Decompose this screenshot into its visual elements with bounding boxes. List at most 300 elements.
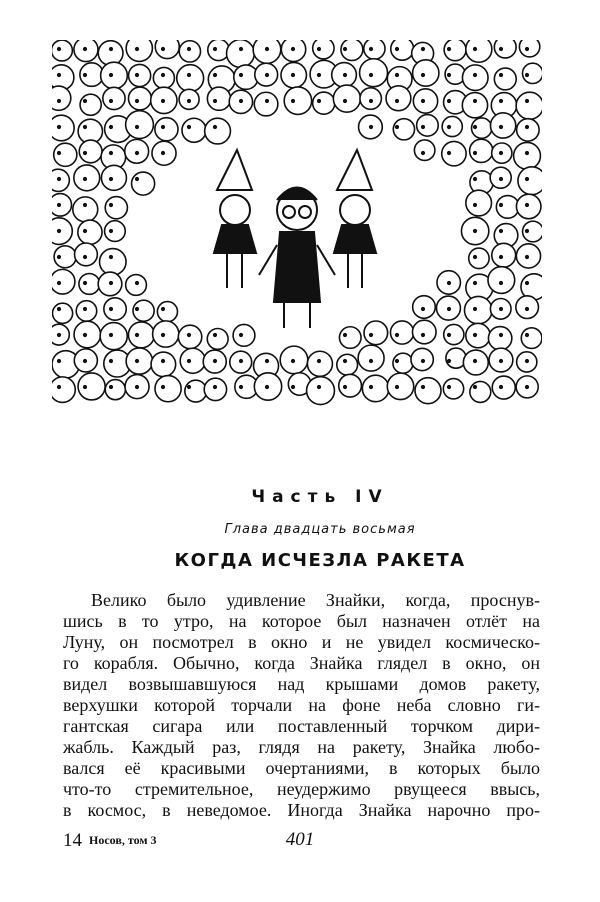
crowd-head <box>128 322 154 348</box>
body-line: видел возвышавшуюся над крышами домов ракету, <box>63 674 540 694</box>
chapter-title: КОГДА ИСЧЕЗЛА РАКЕТА <box>174 550 466 571</box>
crowd-head <box>462 65 488 91</box>
crowd-head <box>75 243 98 266</box>
crowd-head <box>52 86 71 110</box>
crowd-eye <box>110 360 113 363</box>
crowd-eye <box>58 282 61 285</box>
crowd-eye <box>188 126 191 129</box>
crowd-eye <box>110 256 113 259</box>
crowd-eye <box>240 386 243 389</box>
crowd-head <box>103 87 125 109</box>
crowd-eye <box>110 386 113 389</box>
crowd-eye <box>526 360 529 363</box>
crowd-eye <box>58 230 61 233</box>
crowd-head <box>466 190 492 216</box>
crowd-head <box>339 374 362 397</box>
crowd-eye <box>162 126 165 129</box>
crowd-head <box>100 249 127 276</box>
crowd-eye <box>526 48 529 51</box>
crowd-eye <box>526 386 529 389</box>
crowd-head <box>492 376 515 399</box>
crowd-eye <box>500 100 503 103</box>
crowd-head <box>390 321 413 344</box>
crowd-head <box>470 139 493 162</box>
crowd-eye <box>188 100 191 103</box>
page-number: 401 <box>285 829 315 850</box>
crowd-eye <box>474 386 477 389</box>
crowd-eye <box>526 100 529 103</box>
crowd-eye <box>58 386 61 389</box>
crowd-eye <box>136 386 139 389</box>
crowd-head <box>364 321 388 345</box>
crowd-eye <box>84 48 87 51</box>
crowd-eye <box>84 178 87 181</box>
crowd-head <box>333 85 360 112</box>
crowd-eye <box>214 100 217 103</box>
body-line: верхушки которой торчали на фоне неба словно ги- <box>63 695 540 715</box>
crowd-eye <box>58 48 61 51</box>
crowd-eye <box>396 48 399 51</box>
crowd-head <box>80 94 101 115</box>
crowd-head <box>490 113 515 138</box>
crowd-eye <box>84 204 87 207</box>
crowd-head <box>387 373 413 399</box>
crowd-eye <box>84 282 87 285</box>
crowd-eye <box>474 48 477 51</box>
crowd-head <box>284 87 311 114</box>
crowd-head <box>78 373 105 400</box>
crowd-eye <box>110 126 113 129</box>
crowd-head <box>360 59 388 87</box>
body-line: го корабля. Обычно, когда Знайка глядел в окно, он <box>63 653 540 673</box>
crowd-eye <box>292 48 295 51</box>
crowd-head <box>74 321 101 348</box>
crowd-eye <box>162 308 165 311</box>
crowd-eye <box>84 386 87 389</box>
crowd-eye <box>188 48 191 51</box>
crowd-eye <box>266 360 269 363</box>
crowd-eye <box>500 230 503 233</box>
crowd-head <box>73 197 98 222</box>
crowd-head <box>52 303 72 323</box>
crowd-head <box>101 62 128 89</box>
crowd-eye <box>58 100 61 103</box>
crowd-eye <box>448 334 451 337</box>
crowd-head <box>313 40 334 59</box>
crowd-head <box>443 379 463 399</box>
crowd-eye <box>318 100 321 103</box>
crowd-head <box>517 119 539 141</box>
body-line: Велико было удивление Знайки, когда, проснув- <box>91 590 540 610</box>
crowd-eye <box>422 386 425 389</box>
crowd-head <box>204 378 226 400</box>
crowd-head <box>126 111 154 139</box>
crowd-eye <box>58 152 61 155</box>
crowd-eye <box>188 360 191 363</box>
crowd-head <box>253 40 281 63</box>
crowd-eye <box>84 230 87 233</box>
crowd-head <box>516 92 542 119</box>
crowd-eye <box>266 100 269 103</box>
crowd-head <box>52 218 72 245</box>
crowd-eye <box>110 100 113 103</box>
crowd-eye <box>500 282 503 285</box>
crowd-eye <box>84 152 87 155</box>
crowd-head <box>52 169 69 191</box>
crowd-head <box>179 41 200 62</box>
crowd-eye <box>136 152 139 155</box>
crowd-eye <box>344 100 347 103</box>
crowd-head <box>151 352 176 377</box>
body-line: жабль. Каждый раз, глядя на ракету, Знайка любо- <box>63 737 540 757</box>
crowd-eye <box>448 152 451 155</box>
crowd-head <box>519 40 539 57</box>
crowd-eye <box>526 74 529 77</box>
crowd-eye <box>240 334 243 337</box>
crowd-head <box>444 324 464 344</box>
crowd-eye <box>422 308 425 311</box>
crowd-eye <box>370 386 373 389</box>
crowd-head <box>488 327 511 350</box>
crowd-head <box>413 89 437 113</box>
crowd-head <box>74 165 100 191</box>
crowd-head <box>337 354 358 375</box>
crowd-head <box>360 88 381 109</box>
illustration-crowd-with-znayka <box>52 40 542 408</box>
crowd-eye <box>526 334 529 337</box>
crowd-head <box>233 324 255 346</box>
crowd-eye <box>162 48 165 51</box>
crowd-eye <box>500 74 503 77</box>
crowd-eye <box>396 126 399 129</box>
crowd-eye <box>370 48 373 51</box>
crowd-eye <box>84 334 87 337</box>
crowd-head <box>391 40 414 60</box>
crowd-eye <box>162 152 165 155</box>
crowd-eye <box>344 74 347 77</box>
body-line: Луну, он посмотрел в окно и не увидел космическо- <box>63 632 540 652</box>
crowd-head <box>413 296 436 319</box>
crowd-eye <box>58 126 61 129</box>
crowd-eye <box>136 308 139 311</box>
crowd-eye <box>396 100 399 103</box>
crowd-eye <box>448 74 451 77</box>
crowd-eye <box>84 126 87 129</box>
crowd-head <box>470 381 491 402</box>
crowd-eye <box>526 204 529 207</box>
crowd-eye <box>110 152 113 155</box>
crowd-eye <box>474 152 477 155</box>
crowd-eye <box>292 74 295 77</box>
crowd-eye <box>344 360 347 363</box>
crowd-head <box>105 380 125 400</box>
crowd-eye <box>500 126 503 129</box>
crowd-eye <box>500 48 503 51</box>
crowd-eye <box>58 178 61 181</box>
crowd-eye <box>474 282 477 285</box>
crowd-eye <box>240 74 243 77</box>
crowd-eye <box>526 256 529 259</box>
crowd-head <box>52 377 75 403</box>
crowd-head <box>518 167 542 195</box>
crowd-eye <box>474 256 477 259</box>
crowd-head <box>100 323 127 350</box>
crowd-eye <box>162 74 165 77</box>
crowd-eye <box>58 308 61 311</box>
crowd-eye <box>136 178 139 181</box>
part-heading: Часть IV <box>251 487 389 507</box>
crowd-eye <box>370 360 373 363</box>
crowd-eye <box>292 386 295 389</box>
crowd-eye <box>84 74 87 77</box>
crowd-head <box>307 351 332 376</box>
crowd-eye <box>214 74 217 77</box>
crowd-head <box>205 118 231 144</box>
crowd-head <box>516 194 541 219</box>
body-line: в космос, в неведомое. Иногда Знайка нарочно про- <box>63 800 540 820</box>
crowd-head <box>207 87 230 110</box>
crowd-head <box>488 267 515 294</box>
crowd-head <box>227 40 255 67</box>
crowd-eye <box>266 48 269 51</box>
crowd-head <box>126 40 152 61</box>
crowd-head <box>415 378 441 404</box>
crowd-head <box>153 321 179 347</box>
crowd-eye <box>422 334 425 337</box>
crowd-head <box>442 116 462 136</box>
crowd-head <box>104 298 126 320</box>
crowd-eye <box>500 178 503 181</box>
crowd-eye <box>240 100 243 103</box>
crowd-head <box>462 93 487 118</box>
crowd-eye <box>396 74 399 77</box>
crowd-eye <box>110 204 113 207</box>
crowd-head <box>177 65 204 92</box>
crowd-eye <box>526 230 529 233</box>
crowd-eye <box>84 360 87 363</box>
crowd-eye <box>214 126 217 129</box>
crowd-head <box>105 197 127 219</box>
crowd-head <box>207 328 228 349</box>
crowd-head <box>254 92 278 116</box>
crowd-head <box>182 118 206 142</box>
crowd-head <box>522 63 542 83</box>
crowd-eye <box>162 334 165 337</box>
crowd-eye <box>474 178 477 181</box>
crowd-eye <box>318 360 321 363</box>
crowd-head <box>358 345 384 371</box>
crowd-eye <box>110 334 113 337</box>
crowd-eye <box>110 178 113 181</box>
crowd-eye <box>396 386 399 389</box>
crowd-eye <box>188 74 191 77</box>
crowd-head <box>393 353 413 373</box>
central-figures <box>214 150 376 328</box>
crowd-eye <box>58 360 61 363</box>
crowd-eye <box>526 152 529 155</box>
crowd-eye <box>500 204 503 207</box>
crowd-eye <box>474 126 477 129</box>
crowd-head <box>494 40 516 58</box>
crowd-eye <box>422 100 425 103</box>
crowd-eye <box>448 126 451 129</box>
crowd-eye <box>136 334 139 337</box>
crowd-eye <box>84 100 87 103</box>
crowd-eye <box>162 100 165 103</box>
crowd-eye <box>422 360 425 363</box>
crowd-head <box>52 115 74 141</box>
crowd-head <box>128 87 151 110</box>
crowd-eye <box>110 308 113 311</box>
crowd-head <box>178 325 201 348</box>
crowd-eye <box>396 360 399 363</box>
crowd-eye <box>110 282 113 285</box>
crowd-eye <box>188 386 191 389</box>
crowd-head <box>52 40 72 61</box>
crowd-head <box>155 118 178 141</box>
crowd-eye <box>266 74 269 77</box>
crowd-head <box>52 194 71 217</box>
crowd-head <box>155 40 179 59</box>
crowd-eye <box>474 334 477 337</box>
volume-signature: Носов, том 3 <box>89 833 157 847</box>
crowd-head <box>514 142 541 169</box>
crowd-head <box>413 60 439 86</box>
crowd-eye <box>292 100 295 103</box>
crowd-head <box>54 143 77 166</box>
crowd-head <box>180 348 205 373</box>
crowd-head <box>313 92 335 114</box>
crowd-head <box>464 296 492 324</box>
crowd-eye <box>422 74 425 77</box>
crowd-head <box>469 248 489 268</box>
crowd-head <box>126 348 152 374</box>
crowd-eye <box>240 48 243 51</box>
crowd-eye <box>474 230 477 233</box>
crowd-eye <box>448 100 451 103</box>
crowd-eye <box>318 74 321 77</box>
crowd-head <box>466 323 490 347</box>
crowd-eye <box>448 360 451 363</box>
crowd-head <box>364 40 385 59</box>
crowd-head <box>157 302 177 322</box>
crowd-eye <box>526 178 529 181</box>
crowd-eye <box>214 334 217 337</box>
crowd-head <box>155 376 181 402</box>
crowd-eye <box>136 74 139 77</box>
crowd-head <box>126 275 147 296</box>
crowd-eye <box>370 126 373 129</box>
crowd-eye <box>214 360 217 363</box>
crowd-eye <box>84 256 87 259</box>
crowd-eye <box>500 334 503 337</box>
crowd-eye <box>110 230 113 233</box>
crowd-head <box>101 165 126 190</box>
crowd-eye <box>396 334 399 337</box>
crowd-head <box>393 119 414 140</box>
crowd-eye <box>266 386 269 389</box>
crowd-head <box>185 380 207 402</box>
body-line: шись в то утро, на которое был назначен отлёт на <box>63 611 540 631</box>
crowd-eye <box>292 360 295 363</box>
crowd-eye <box>500 386 503 389</box>
crowd-eye <box>500 152 503 155</box>
crowd-eye <box>422 48 425 51</box>
crowd-eye <box>58 74 61 77</box>
crowd-head <box>442 141 466 165</box>
crowd-eye <box>526 308 529 311</box>
crowd-eye <box>58 256 61 259</box>
body-line: гантская сигара или поставленный торчком дири- <box>63 716 540 736</box>
crowd-eye <box>500 308 503 311</box>
body-line: что-то стремительное, неудержимо рвущееся ввысь, <box>63 779 540 799</box>
crowd-head <box>129 64 151 86</box>
crowd-eye <box>344 334 347 337</box>
crowd-head <box>412 320 436 344</box>
crowd-eye <box>84 308 87 311</box>
crowd-head <box>132 172 155 195</box>
crowd-head <box>79 274 100 295</box>
crowd-eye <box>214 48 217 51</box>
crowd-eye <box>448 282 451 285</box>
crowd-eye <box>344 386 347 389</box>
crowd-eye <box>188 334 191 337</box>
chapter-label: Глава двадцать восьмая <box>224 522 416 537</box>
crowd-eye <box>136 100 139 103</box>
crowd-eye <box>136 48 139 51</box>
crowd-eye <box>110 48 113 51</box>
crowd-eye <box>110 74 113 77</box>
crowd-eye <box>474 360 477 363</box>
crowd-head <box>362 375 389 402</box>
crowd-head <box>339 327 361 349</box>
crowd-head <box>466 40 492 62</box>
crowd-head <box>76 301 97 322</box>
crowd-eye <box>500 256 503 259</box>
crowd-eye <box>448 386 451 389</box>
crowd-head <box>105 221 126 242</box>
crowd-eye <box>448 48 451 51</box>
body-line: вался её красивыми очертаниями, в которых было <box>63 758 540 778</box>
crowd-eye <box>422 152 425 155</box>
crowd-eye <box>318 386 321 389</box>
crowd-eye <box>58 204 61 207</box>
crowd-eye <box>370 74 373 77</box>
crowd-head <box>79 140 102 163</box>
crowd-eye <box>136 282 139 285</box>
crowd-head <box>307 377 335 405</box>
printer-signature-number: 14 <box>63 830 82 851</box>
crowd-eye <box>162 386 165 389</box>
crowd-eye <box>162 360 165 363</box>
crowd-eye <box>448 308 451 311</box>
crowd-head <box>78 220 102 244</box>
crowd-head <box>52 269 75 294</box>
body-text <box>63 590 540 821</box>
crowd-eye <box>474 100 477 103</box>
crowd-eye <box>136 360 139 363</box>
crowd-head <box>98 41 123 66</box>
crowd-eye <box>136 126 139 129</box>
crowd-eye <box>474 308 477 311</box>
crowd-eye <box>58 334 61 337</box>
crowd-head <box>386 86 411 111</box>
crowd-head <box>414 140 434 160</box>
crowd-head <box>417 115 439 137</box>
crowd-head <box>153 67 174 88</box>
crowd-eye <box>500 360 503 363</box>
crowd-head <box>492 243 516 267</box>
